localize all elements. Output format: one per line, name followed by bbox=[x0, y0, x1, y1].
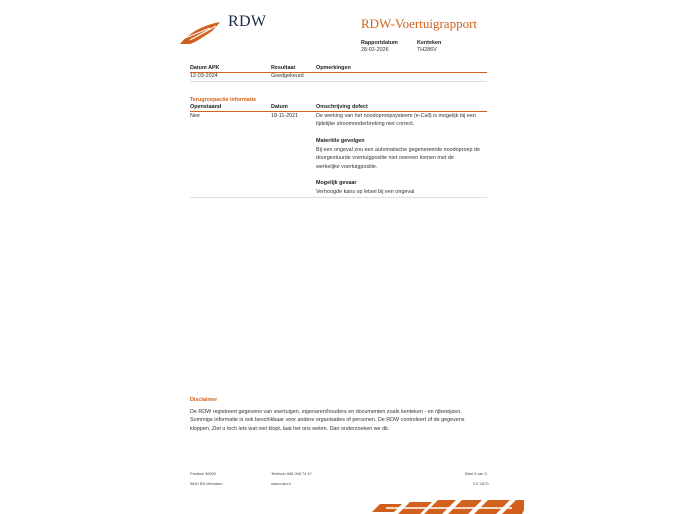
report-date-value: 28-02-2026 bbox=[361, 47, 389, 53]
disclaimer-text: De RDW registreert gegevens van voertuigen, eigenaren/houders en documenten zoals kenteken - en rijbewijzen. Sommige informatie is ook beschikbaar voor andere organisaties of personen. De RDW controleert of de gegevens kloppen. Ziet u toch iets wat niet klopt, laat het ons weten. Dan onderzoeken we dit. bbox=[190, 409, 465, 432]
recall-open-value: Nee bbox=[190, 113, 200, 119]
apk-header-remarks: Opmerkingen bbox=[316, 65, 351, 71]
apk-row-date: 12-03-2024 bbox=[190, 73, 218, 79]
recall-defect-text: De werking van het noodoproepsysteem (e-Call) is mogelijk bij een tijdelijke stroomonderbreking niet correct. bbox=[316, 113, 476, 128]
recall-header-defect: Omschrijving defect bbox=[316, 104, 368, 110]
apk-header-result: Resultaat bbox=[271, 65, 296, 71]
recall-danger-label: Mogelijk gevaar bbox=[316, 180, 357, 186]
footer-document-code: 2.E 1670 bbox=[473, 481, 489, 486]
apk-header-date: Datum APK bbox=[190, 65, 220, 71]
apk-row-rule bbox=[190, 81, 487, 82]
recall-section-title: Terugroepactie informatie bbox=[190, 97, 257, 103]
apk-header-rule bbox=[190, 72, 487, 73]
recall-date-value: 18-11-2021 bbox=[271, 113, 299, 119]
plate-value: TH286V bbox=[417, 47, 437, 53]
recall-consequences-text: Bij een ongeval zou een automatische gegenereerde noodoproep de doorgestuurde voertuigpositie niet overeen komen met de werkelijke voertuigpositie. bbox=[316, 147, 480, 170]
recall-danger-text: Verhoogde kans op letsel bij een ongeval bbox=[316, 189, 415, 195]
footer-page-number: Blad 3 van 3 bbox=[465, 471, 487, 476]
rdw-logo-mark-icon bbox=[178, 20, 222, 46]
recall-consequences-label: Materiële gevolgen bbox=[316, 138, 365, 144]
disclaimer-title: Disclaimer bbox=[190, 397, 218, 403]
recall-header-open: Openstaand bbox=[190, 104, 222, 110]
report-date-label: Rapportdatum bbox=[361, 40, 398, 46]
footer-website-link[interactable]: www.rdw.nl bbox=[271, 481, 291, 486]
recall-header-date: Datum bbox=[271, 104, 288, 110]
report-title: RDW-Voertuigrapport bbox=[361, 16, 478, 31]
recall-row-rule bbox=[190, 197, 487, 198]
apk-row-result: Goedgekeurd bbox=[271, 73, 304, 79]
footer-city: 9640 RA Veendam bbox=[190, 481, 223, 486]
rdw-stripes-decoration-icon bbox=[372, 498, 524, 514]
footer-phone: Telefoon 088 008 74 47 bbox=[271, 471, 312, 476]
rdw-logo-text: RDW bbox=[228, 13, 267, 30]
plate-label: Kenteken bbox=[417, 40, 442, 46]
footer-postbus: Postbus 30000 bbox=[190, 471, 216, 476]
